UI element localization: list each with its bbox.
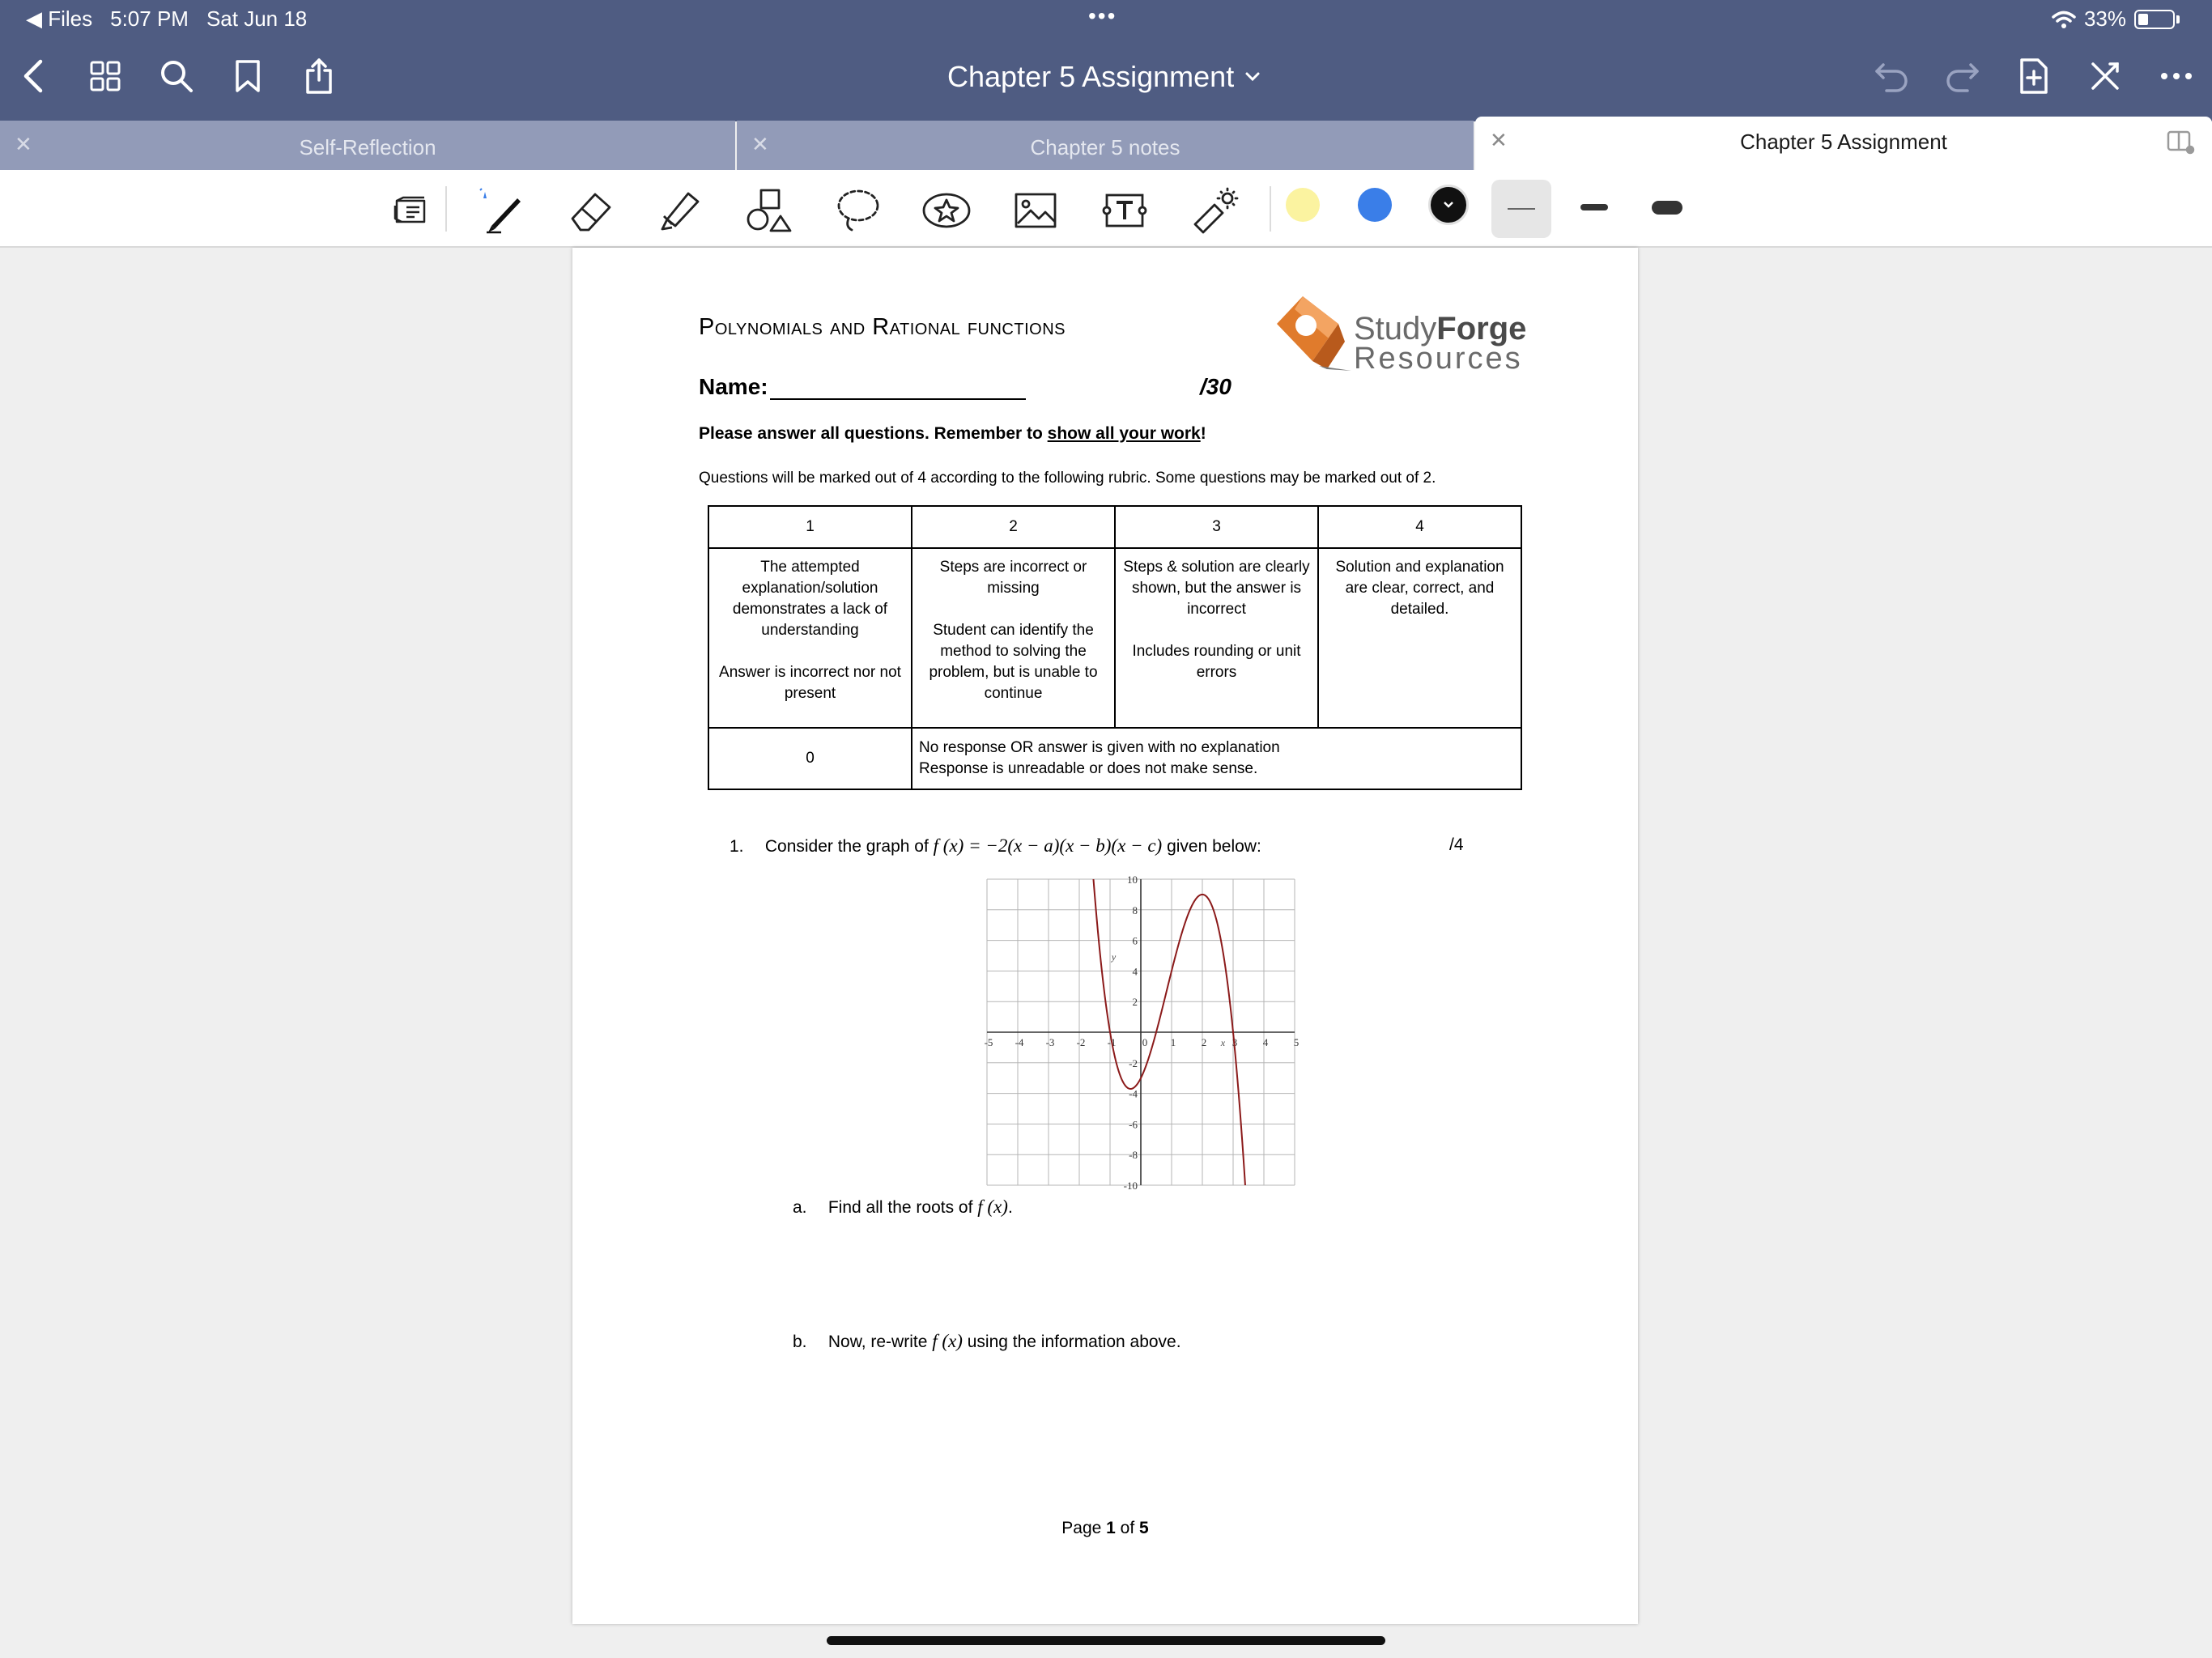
back-to-app-link[interactable]: ◀ Files [26, 6, 93, 31]
x-tick-label: -5 [984, 1036, 993, 1048]
read-mode-icon[interactable] [384, 185, 437, 236]
bookmark-icon[interactable] [225, 53, 270, 99]
rubric-cell-3 [1115, 548, 1318, 728]
stroke-width-thick[interactable] [1652, 201, 1682, 215]
tab-label: Chapter 5 Assignment [1740, 130, 1947, 154]
instructions-emphasis: show all your work [1047, 424, 1201, 443]
question-text: given below: [1167, 837, 1261, 856]
x-tick-label: 2 [1201, 1036, 1207, 1048]
question-math: f (x) = −2(x − a)(x − b)(x − c) [933, 835, 1163, 856]
rubric-text: Solution and explanation are clear, correct, and detailed. [1335, 559, 1504, 618]
x-tick-label: -3 [1045, 1036, 1055, 1048]
close-icon[interactable]: ✕ [15, 132, 32, 156]
rubric-criteria-row [708, 548, 1521, 728]
heading-text: Polynomials and Rational functions [699, 314, 1066, 340]
page-current: 1 [1106, 1519, 1116, 1537]
x-tick-label: 5 [1293, 1036, 1300, 1048]
x-tick-label: -4 [1015, 1036, 1024, 1048]
y-axis-label: y [1111, 951, 1117, 963]
tab-chapter-5-assignment[interactable] [1475, 117, 2212, 170]
sticker-tool-icon[interactable] [920, 185, 973, 236]
rubric-cell-1 [708, 548, 912, 728]
rubric-zero-description [912, 728, 1521, 789]
page-label: Page [1061, 1519, 1107, 1537]
document-title: Chapter 5 Assignment [947, 60, 1235, 93]
split-view-icon[interactable] [2167, 130, 2194, 154]
y-tick-label: 6 [1132, 934, 1138, 947]
y-tick-label: -10 [1123, 1180, 1138, 1192]
toolbar-separator [1270, 186, 1271, 232]
multitasking-dots[interactable]: ••• [1088, 3, 1117, 28]
laser-pointer-icon[interactable] [1187, 185, 1240, 236]
rubric-text: Includes rounding or unit errors [1132, 643, 1301, 681]
more-options-icon[interactable] [2154, 53, 2199, 99]
y-tick-label: 4 [1132, 965, 1138, 978]
y-tick-label: -6 [1129, 1118, 1138, 1131]
status-bar [0, 0, 2212, 39]
rubric-text: Steps are incorrect or missing [939, 559, 1087, 597]
wifi-icon [2052, 10, 2076, 29]
question-1 [730, 835, 1261, 857]
question-1b [793, 1331, 1181, 1352]
page-label: of [1115, 1519, 1140, 1537]
rubric-header-row [708, 506, 1521, 548]
instructions-end: ! [1200, 424, 1206, 443]
question-1a [793, 1197, 1013, 1218]
x-axis-label: x [1220, 1037, 1226, 1049]
grid-view-icon[interactable] [83, 53, 128, 99]
document-page[interactable] [572, 248, 1638, 1624]
page-total: 5 [1139, 1519, 1149, 1537]
rubric-text: Answer is incorrect nor not present [719, 664, 901, 702]
tab-label: Self-Reflection [299, 135, 436, 159]
question-1-score: /4 [1449, 835, 1464, 854]
rubric-header: 3 [1115, 506, 1318, 548]
back-app-label: Files [48, 6, 93, 31]
back-icon[interactable] [11, 53, 57, 99]
pen-tool-icon[interactable] [474, 185, 528, 236]
document-heading [699, 314, 1066, 341]
logo-forge: Forge [1436, 311, 1527, 346]
toolbar-separator [445, 186, 447, 232]
annotation-toolbar [0, 170, 2212, 248]
rubric-cell-4 [1318, 548, 1521, 728]
name-field[interactable] [770, 398, 1026, 400]
redo-icon[interactable] [1940, 53, 1985, 99]
tab-self-reflection[interactable] [0, 121, 735, 170]
rubric-intro: Questions will be marked out of 4 according to the following rubric. Some questions may be marked out of 2. [699, 470, 1436, 487]
question-math: f (x) [932, 1331, 963, 1351]
text-tool-icon[interactable] [1098, 185, 1151, 236]
rubric-cell-2 [912, 548, 1115, 728]
status-left [26, 6, 307, 32]
lasso-tool-icon[interactable] [831, 185, 884, 236]
add-page-icon[interactable] [2011, 53, 2057, 99]
tab-bar [0, 117, 2212, 170]
x-tick-label: 4 [1262, 1036, 1269, 1048]
logo-resources: Resources [1354, 342, 1523, 376]
close-icon[interactable]: ✕ [1490, 128, 1508, 152]
undo-icon[interactable] [1869, 53, 1914, 99]
status-time: 5:07 PM [110, 6, 189, 31]
rubric-text: The attempted explanation/solution demonstrates a lack of understanding [732, 559, 888, 639]
color-swatch-yellow[interactable] [1286, 188, 1320, 222]
share-icon[interactable] [296, 53, 342, 99]
status-date: Sat Jun 18 [206, 6, 308, 31]
rubric-header: 4 [1318, 506, 1521, 548]
y-tick-label: -8 [1129, 1149, 1138, 1162]
x-tick-label: -1 [1107, 1036, 1117, 1048]
x-tick-label: 0 [1142, 1036, 1148, 1048]
highlighter-tool-icon[interactable] [653, 185, 706, 236]
y-tick-label: 10 [1127, 874, 1138, 886]
rubric-zero-row [708, 728, 1521, 789]
question-number: 1. [730, 837, 744, 856]
x-tick-label: 1 [1170, 1036, 1176, 1048]
question-text: Now, re-write [827, 1333, 928, 1351]
polynomial-graph [974, 871, 1300, 1192]
rubric-text: Steps & solution are clearly shown, but the answer is incorrect [1123, 559, 1310, 618]
search-icon[interactable] [154, 53, 199, 99]
rubric-text: Student can identify the method to solving the problem, but is unable to continue [929, 622, 1098, 702]
chevron-down-icon [1245, 72, 1260, 82]
color-swatch-black-selected[interactable] [1428, 185, 1469, 225]
question-text: . [1007, 1198, 1013, 1217]
y-tick-label: 2 [1132, 996, 1138, 1009]
chevron-down-icon [1443, 201, 1454, 209]
x-tick-label: -2 [1076, 1036, 1086, 1048]
logo-study: Study [1354, 311, 1437, 346]
eraser-tool-icon[interactable] [564, 185, 617, 236]
shapes-tool-icon[interactable] [742, 185, 795, 236]
total-score: /30 [1200, 374, 1231, 399]
battery-tip [2176, 15, 2180, 23]
battery-percent: 33% [2083, 6, 2126, 31]
document-title-menu[interactable] [947, 60, 1260, 94]
home-indicator[interactable] [827, 1636, 1385, 1645]
rubric-header: 2 [912, 506, 1115, 548]
instructions [699, 424, 1206, 444]
app-chrome [0, 0, 2212, 121]
name-label: Name: [699, 374, 768, 399]
instructions-text: Please answer all questions. Remember to [699, 424, 1048, 443]
tab-label: Chapter 5 notes [1030, 135, 1180, 159]
stroke-thin-sample [1508, 208, 1535, 210]
stroke-width-thin-selected[interactable] [1491, 180, 1551, 238]
rubric-table [708, 505, 1522, 790]
edit-mode-icon[interactable] [2082, 53, 2128, 99]
x-tick-label: 3 [1231, 1036, 1238, 1048]
question-text: Consider the graph of [764, 837, 929, 856]
y-tick-label: -4 [1129, 1087, 1138, 1100]
question-text: Find all the roots of [827, 1198, 973, 1217]
battery-icon [2134, 10, 2175, 29]
rubric-header: 1 [708, 506, 912, 548]
status-right [2052, 6, 2180, 32]
color-swatch-blue[interactable] [1358, 188, 1392, 222]
rubric-zero-score: 0 [708, 728, 912, 789]
image-tool-icon[interactable] [1009, 185, 1062, 236]
question-text: using the information above. [967, 1333, 1181, 1351]
y-tick-label: 8 [1132, 903, 1138, 916]
navigation-bar [0, 39, 2212, 118]
rubric-text: No response OR answer is given with no explanation [919, 739, 1280, 756]
part-letter: a. [793, 1198, 807, 1217]
rubric-text: Response is unreadable or does not make sense. [919, 760, 1258, 777]
tab-chapter-5-notes[interactable] [737, 121, 1474, 170]
y-tick-label: -2 [1129, 1056, 1138, 1069]
part-letter: b. [793, 1333, 807, 1351]
stroke-width-medium[interactable] [1580, 204, 1608, 210]
close-icon[interactable]: ✕ [751, 132, 769, 156]
question-math: f (x) [977, 1197, 1008, 1217]
page-number [572, 1519, 1638, 1538]
